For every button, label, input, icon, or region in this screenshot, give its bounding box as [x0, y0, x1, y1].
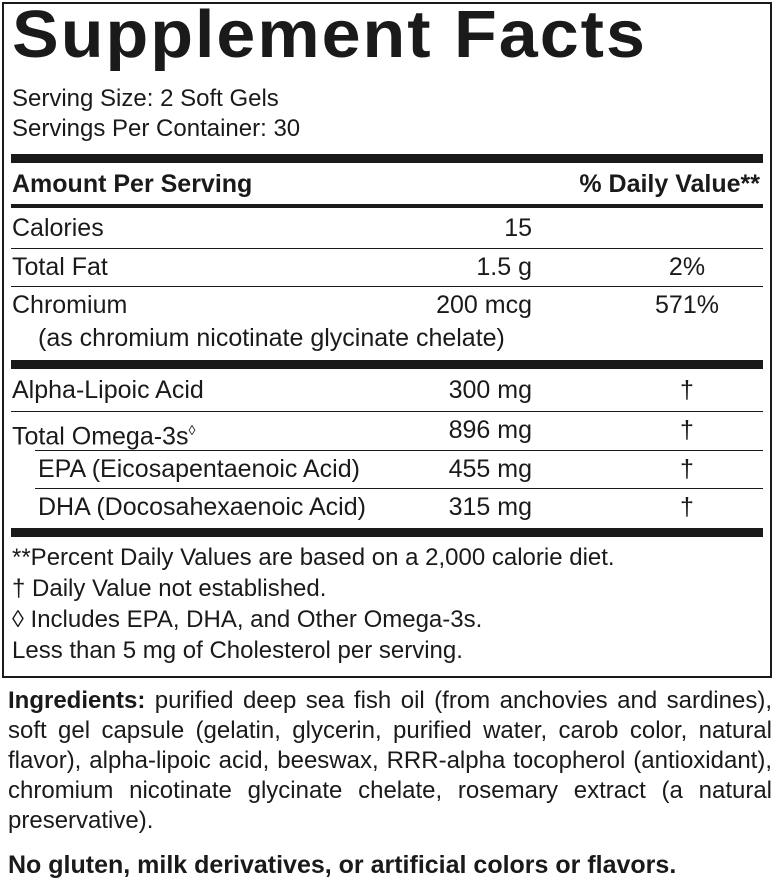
footnote: Less than 5 mg of Cholesterol per serving. [12, 637, 463, 664]
ingredients-label: Ingredients: [8, 687, 146, 714]
nutrient-amount: 1.5 g [476, 253, 532, 281]
footnote: **Percent Daily Values are based on a 2,000 calorie diet. [12, 544, 615, 571]
thick-divider [11, 360, 763, 369]
nutrient-row [12, 373, 762, 407]
supplement-facts-panel [2, 2, 772, 678]
row-divider [11, 286, 763, 287]
nutrient-amount: 200 mcg [436, 291, 532, 319]
header-row [12, 167, 762, 201]
nutrient-amount: 455 mg [448, 455, 532, 483]
nutrient-source: (as chromium nicotinate glycinate chelate) [38, 324, 505, 352]
thick-divider [11, 154, 763, 163]
amount-per-serving-heading: Amount Per Serving [12, 170, 253, 198]
servings-per-container: Servings Per Container: 30 [12, 115, 301, 142]
nutrient-amount: 315 mg [448, 493, 532, 521]
nutrient-name: Calories [12, 214, 104, 242]
ingredients-text [8, 686, 772, 836]
serving-size: Serving Size: 2 Soft Gels [12, 85, 279, 112]
nutrient-dv: † [680, 455, 694, 483]
nutrient-name: Chromium [12, 291, 128, 319]
row-divider [35, 488, 763, 489]
nutrient-name: Alpha-Lipoic Acid [12, 376, 204, 404]
nutrient-row [12, 413, 762, 451]
nutrient-amount: 896 mg [448, 416, 532, 444]
nutrient-amount: 300 mg [448, 376, 532, 404]
nutrient-row [12, 288, 762, 322]
nutrient-name: Total Omega-3s◊ [12, 422, 196, 451]
nutrient-subrow [12, 321, 762, 355]
nutrient-dv: 2% [668, 253, 706, 281]
nutrient-row [12, 250, 762, 284]
nutrient-row [12, 211, 762, 245]
daily-value-heading: % Daily Value** [579, 170, 760, 198]
row-divider [11, 248, 763, 249]
nutrient-name: Total Fat [12, 253, 108, 281]
row-divider [11, 411, 763, 412]
nutrient-name: EPA (Eicosapentaenoic Acid) [38, 455, 360, 483]
nutrient-amount: 15 [504, 214, 532, 242]
footnote: † Daily Value not established. [12, 575, 327, 602]
footnote: ◊ Includes EPA, DHA, and Other Omega-3s. [12, 606, 483, 633]
nutrient-dv: † [680, 493, 694, 521]
allergen-statement: No gluten, milk derivatives, or artificial colors or flavors. [8, 851, 677, 879]
nutrient-dv: † [680, 376, 694, 404]
omega-marker: ◊ [188, 422, 196, 438]
nutrient-row [12, 490, 762, 524]
thick-divider [11, 528, 763, 537]
nutrient-dv: 571% [655, 291, 719, 319]
nutrient-name: DHA (Docosahexaenoic Acid) [38, 493, 366, 521]
row-divider [35, 450, 763, 451]
ingredients-list: purified deep sea fish oil (from anchovies and sardines), soft gel capsule (gelatin, glycerin, purified water, carob color, natural flavor), alpha-lipoic acid, beeswax, RRR-alpha tocopherol (antioxidant), chromium nicotinate glycinate chelate, rosemary extract (a natural preservative). [8, 687, 772, 834]
medium-divider [11, 204, 763, 208]
nutrient-row [12, 452, 762, 486]
nutrient-dv: † [680, 416, 694, 444]
panel-title: Supplement Facts [12, 0, 647, 72]
